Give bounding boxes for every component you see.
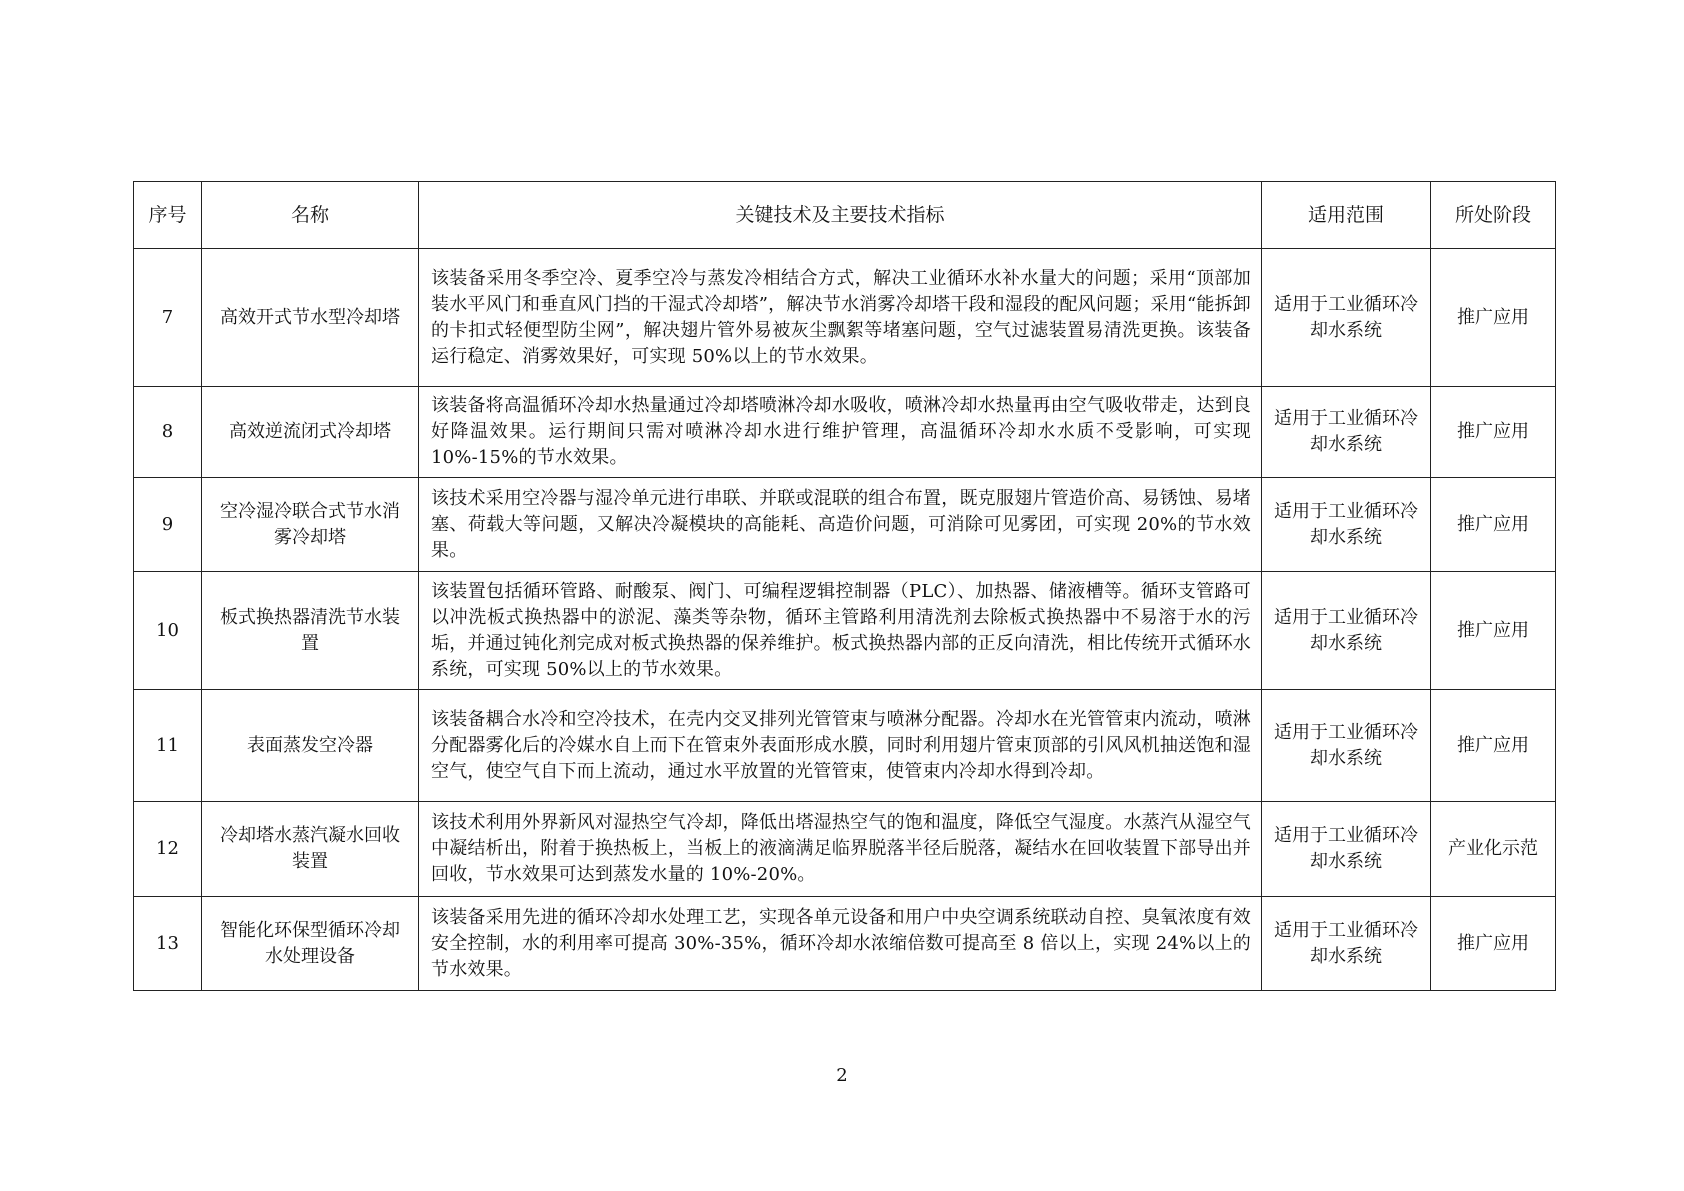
header-tech: 关键技术及主要技术指标 [419, 182, 1262, 249]
item-tech: 该装置包括循环管路、耐酸泵、阀门、可编程逻辑控制器（PLC）、加热器、储液槽等。循环支管路可以冲洗板式换热器中的淤泥、藻类等杂物，循环主管路利用清洗剂去除板式换热器中不易溶于水的污垢，并通过钝化剂完成对板式换热器的保养维护。板式换热器内部的正反向清洗，相比传统开式循环水系统，可实现 50%以上的节水效果。 [419, 572, 1262, 690]
table-header-row [134, 182, 1556, 249]
row-number: 9 [134, 478, 202, 572]
page-number: 2 [836, 1065, 848, 1086]
table-row [134, 572, 1556, 690]
item-scope: 适用于工业循环冷却水系统 [1262, 478, 1431, 572]
header-no: 序号 [134, 182, 202, 249]
row-number: 12 [134, 802, 202, 897]
table-row [134, 897, 1556, 991]
item-scope: 适用于工业循环冷却水系统 [1262, 572, 1431, 690]
item-tech: 该技术利用外界新风对湿热空气冷却，降低出塔湿热空气的饱和温度，降低空气湿度。水蒸汽从湿空气中凝结析出，附着于换热板上，当板上的液滴满足临界脱落半径后脱落，凝结水在回收装置下部导出并回收，节水效果可达到蒸发水量的 10%-20%。 [419, 802, 1262, 897]
item-name: 表面蒸发空冷器 [202, 690, 419, 802]
table-row [134, 249, 1556, 387]
row-number: 11 [134, 690, 202, 802]
item-stage: 推广应用 [1431, 249, 1556, 387]
row-number: 10 [134, 572, 202, 690]
item-stage: 推广应用 [1431, 897, 1556, 991]
item-name: 高效逆流闭式冷却塔 [202, 387, 419, 478]
row-number: 13 [134, 897, 202, 991]
row-number: 7 [134, 249, 202, 387]
item-stage: 推广应用 [1431, 572, 1556, 690]
item-tech: 该技术采用空冷器与湿冷单元进行串联、并联或混联的组合布置，既克服翅片管造价高、易锈蚀、易堵塞、荷载大等问题，又解决冷凝模块的高能耗、高造价问题，可消除可见雾团，可实现 20%的节水效果。 [419, 478, 1262, 572]
header-name: 名称 [202, 182, 419, 249]
row-number: 8 [134, 387, 202, 478]
item-scope: 适用于工业循环冷却水系统 [1262, 249, 1431, 387]
item-scope: 适用于工业循环冷却水系统 [1262, 802, 1431, 897]
table-row [134, 802, 1556, 897]
equipment-table [133, 181, 1556, 991]
table-row [134, 387, 1556, 478]
item-name: 冷却塔水蒸汽凝水回收装置 [202, 802, 419, 897]
item-name: 空冷湿冷联合式节水消雾冷却塔 [202, 478, 419, 572]
header-stage: 所处阶段 [1431, 182, 1556, 249]
item-stage: 推广应用 [1431, 387, 1556, 478]
item-stage: 产业化示范 [1431, 802, 1556, 897]
item-tech: 该装备将高温循环冷却水热量通过冷却塔喷淋冷却水吸收，喷淋冷却水热量再由空气吸收带走，达到良好降温效果。运行期间只需对喷淋冷却水进行维护管理，高温循环冷却水水质不受影响，可实现 10%-15%的节水效果。 [419, 387, 1262, 478]
item-tech: 该装备耦合水冷和空冷技术，在壳内交叉排列光管管束与喷淋分配器。冷却水在光管管束内流动，喷淋分配器雾化后的冷媒水自上而下在管束外表面形成水膜，同时利用翅片管束顶部的引风风机抽送饱和湿空气，使空气自下而上流动，通过水平放置的光管管束，使管束内冷却水得到冷却。 [419, 690, 1262, 802]
item-scope: 适用于工业循环冷却水系统 [1262, 897, 1431, 991]
table-row [134, 690, 1556, 802]
table-row [134, 478, 1556, 572]
item-stage: 推广应用 [1431, 690, 1556, 802]
item-scope: 适用于工业循环冷却水系统 [1262, 387, 1431, 478]
item-name: 板式换热器清洗节水装置 [202, 572, 419, 690]
header-scope: 适用范围 [1262, 182, 1431, 249]
item-name: 高效开式节水型冷却塔 [202, 249, 419, 387]
item-stage: 推广应用 [1431, 478, 1556, 572]
item-tech: 该装备采用先进的循环冷却水处理工艺，实现各单元设备和用户中央空调系统联动自控、臭氧浓度有效安全控制，水的利用率可提高 30%-35%，循环冷却水浓缩倍数可提高至 8 倍以上，实现 24%以上的节水效果。 [419, 897, 1262, 991]
item-scope: 适用于工业循环冷却水系统 [1262, 690, 1431, 802]
item-tech: 该装备采用冬季空冷、夏季空冷与蒸发冷相结合方式，解决工业循环水补水量大的问题；采用“顶部加装水平风门和垂直风门挡的干湿式冷却塔”，解决节水消雾冷却塔干段和湿段的配风问题；采用“能拆卸的卡扣式轻便型防尘网”，解决翅片管外易被灰尘飘絮等堵塞问题，空气过滤装置易清洗更换。该装备运行稳定、消雾效果好，可实现 50%以上的节水效果。 [419, 249, 1262, 387]
item-name: 智能化环保型循环冷却水处理设备 [202, 897, 419, 991]
